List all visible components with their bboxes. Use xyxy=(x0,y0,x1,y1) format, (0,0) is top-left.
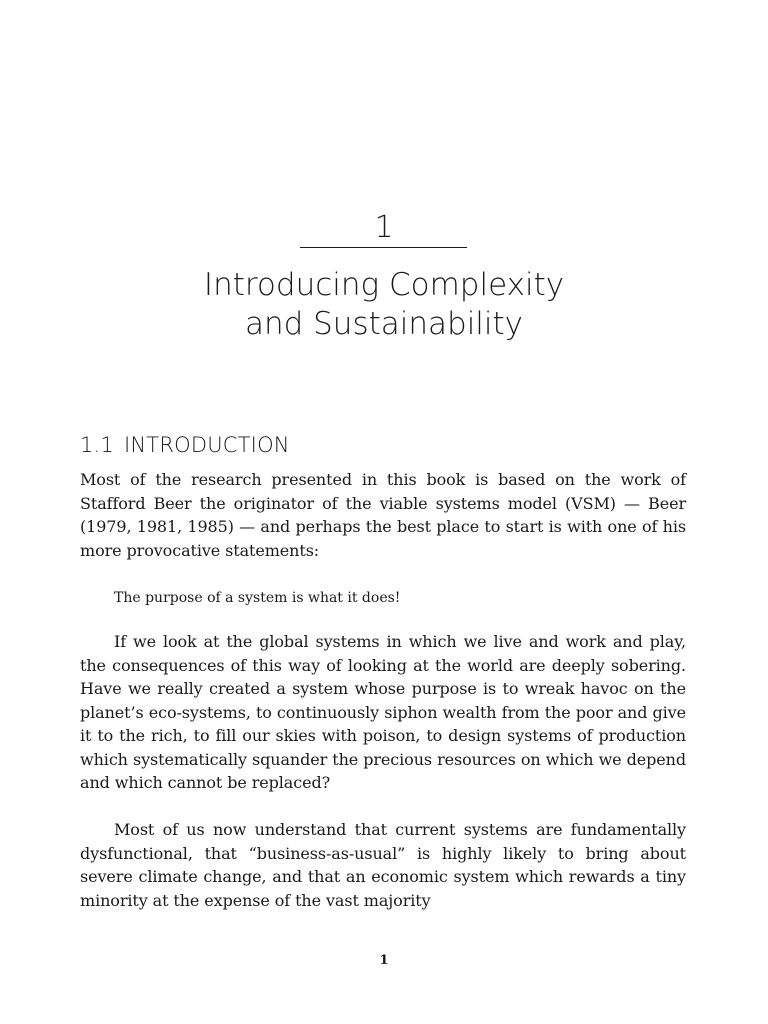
section-heading xyxy=(80,431,290,459)
block-quote: The purpose of a system is what it does! xyxy=(114,590,401,606)
paragraph-2: If we look at the global systems in which we live and work and play, the consequences of this way of looking at the world are deeply sobering. Have we really created a system whose purpose is to wreak havoc on the planet’s eco-systems, to continuously siphon wealth from the poor and give it to the rich, to fill our skies with poison, to design systems of production which systematically squander the precious resources on which we depend and which cannot be replaced? xyxy=(80,632,686,792)
chapter-divider-rule xyxy=(300,247,467,248)
paragraph-1: Most of the research presented in this book is based on the work of Stafford Beer the originator of the viable systems model (VSM) — Beer (1979, 1981, 1985) — and perhaps the best place to start is with one of his more provocative statements: xyxy=(80,470,686,560)
chapter-number: 1 xyxy=(374,210,394,245)
chapter-title-line-1: Introducing Complexity xyxy=(203,267,565,303)
section-number: 1.1 xyxy=(80,433,114,457)
page-number: 1 xyxy=(379,953,389,968)
paragraph-3: Most of us now understand that current systems are fundamentally dysfunctional, that “business-as-usual” is highly likely to bring about severe climate change, and that an economic system which rewards a tiny minority at the expense of the vast majority xyxy=(80,820,686,910)
section-title: INTRODUCTION xyxy=(124,433,290,457)
chapter-title xyxy=(0,266,768,344)
chapter-title-line-2: and Sustainability xyxy=(244,306,524,342)
